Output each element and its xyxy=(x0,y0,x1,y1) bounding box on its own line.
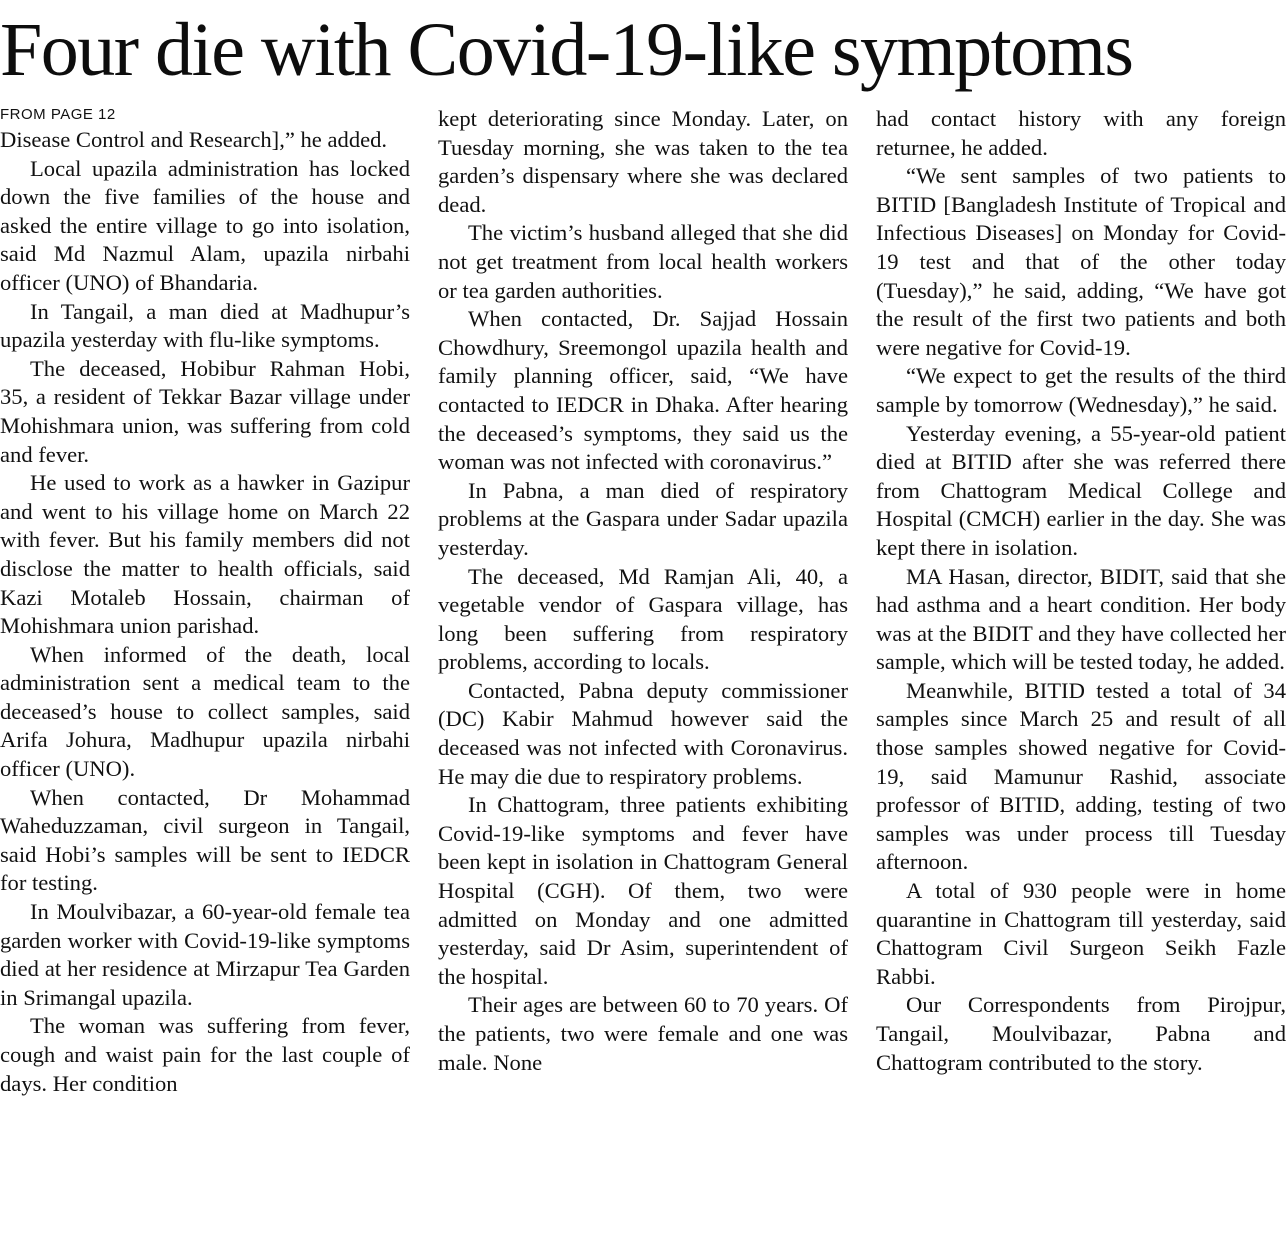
article-column-1 xyxy=(0,104,410,1254)
paragraph: kept deteriorating since Monday. Later, on Tuesday morning, she was taken to the tea garden’s dispensary where she was declared dead. xyxy=(438,106,848,217)
paragraph: Yesterday evening, a 55-year-old patient died at BITID after she was referred there from Chattogram Medical College and Hospital (CMCH) earlier in the day. She was kept there in isolation. xyxy=(876,420,1286,560)
paragraph: MA Hasan, director, BIDIT, said that she had asthma and a heart condition. Her body was at the BIDIT and they have collected her sample, which will be tested today, he added. xyxy=(876,563,1286,675)
paragraph: “We expect to get the results of the third sample by tomorrow (Wednesday),” he said. xyxy=(876,363,1286,417)
paragraph: In Chattogram, three patients exhibiting Covid-19-like symptoms and fever have been kept in isolation in Chattogram General Hospital (CGH). Of them, two were admitted on Monday and one admitted yesterday, said Dr Asim, superintendent of the hospital. xyxy=(438,792,848,989)
paragraph: A total of 930 people were in home quarantine in Chattogram till yesterday, said Chattogram Civil Surgeon Seikh Fazle Rabbi. xyxy=(876,878,1286,989)
paragraph: The victim’s husband alleged that she did not get treatment from local health workers or tea garden authorities. xyxy=(438,220,848,303)
paragraph: Disease Control and Research],” he added. xyxy=(0,127,388,152)
headline: Four die with Covid-19-like symptoms xyxy=(0,8,1133,92)
paragraph: had contact history with any foreign returnee, he added. xyxy=(876,106,1286,160)
paragraph: When contacted, Dr Mohammad Waheduzzaman, civil surgeon in Tangail, said Hobi’s samples will be sent to IEDCR for testing. xyxy=(0,784,410,896)
paragraph: Meanwhile, BITID tested a total of 34 samples since March 25 and result of all those samples showed negative for Covid-19, said Mamunur Rashid, associate professor of BITID, adding, testing of two samples was under process till Tuesday afternoon. xyxy=(876,677,1286,875)
continuation-label: FROM PAGE 12 xyxy=(0,106,116,123)
paragraph: When informed of the death, local administration sent a medical team to the deceased’s house to collect samples, said Arifa Johura, Madhupur upazila nirbahi officer (UNO). xyxy=(0,641,410,782)
paragraph: When contacted, Dr. Sajjad Hossain Chowdhury, Sreemongol upazila health and family planning officer, said, “We have contacted to IEDCR in Dhaka. After hearing the deceased’s symptoms, they said us the woman was not infected with coronavirus.” xyxy=(438,306,848,475)
paragraph: In Tangail, a man died at Madhupur’s upazila yesterday with flu-like symptoms. xyxy=(0,298,410,353)
paragraph: The deceased, Md Ramjan Ali, 40, a vegetable vendor of Gaspara village, has long been suffering from respiratory problems, according to locals. xyxy=(438,563,848,675)
paragraph: Our Correspondents from Pirojpur, Tangail, Moulvibazar, Pabna and Chattogram contributed to the story. xyxy=(876,992,1286,1075)
paragraph: In Pabna, a man died of respiratory problems at the Gaspara under Sadar upazila yesterday. xyxy=(438,477,848,560)
paragraph: The woman was suffering from fever, cough and waist pain for the last couple of days. Her condition xyxy=(0,1013,410,1096)
article-column-3 xyxy=(876,105,1286,1255)
paragraph: Their ages are between 60 to 70 years. Of the patients, two were female and one was male. None xyxy=(438,992,848,1075)
paragraph: “We sent samples of two patients to BITID [Bangladesh Institute of Tropical and Infectious Diseases] on Monday for Covid-19 test and that of the other today (Tuesday),” he said, adding, “We have got the result of the first two patients and both were negative for Covid-19. xyxy=(876,163,1286,360)
paragraph: In Moulvibazar, a 60-year-old female tea garden worker with Covid-19-like symptoms died at her residence at Mirzapur Tea Garden in Srimangal upazila. xyxy=(0,899,410,1010)
paragraph: The deceased, Hobibur Rahman Hobi, 35, a resident of Tekkar Bazar village under Mohishmara union, was suffering from cold and fever. xyxy=(0,355,410,467)
paragraph: Local upazila administration has locked down the five families of the house and asked the entire village to go into isolation, said Md Nazmul Alam, upazila nirbahi officer (UNO) of Bhandaria. xyxy=(0,155,410,295)
article-column-2 xyxy=(438,105,848,1255)
paragraph: Contacted, Pabna deputy commissioner (DC) Kabir Mahmud however said the deceased was not infected with Coronavirus. He may die due to respiratory problems. xyxy=(438,677,848,789)
paragraph: He used to work as a hawker in Gazipur and went to his village home on March 22 with fever. But his family members did not disclose the matter to health officials, said Kazi Motaleb Hossain, chairman of Mohishmara union parishad. xyxy=(0,470,410,639)
